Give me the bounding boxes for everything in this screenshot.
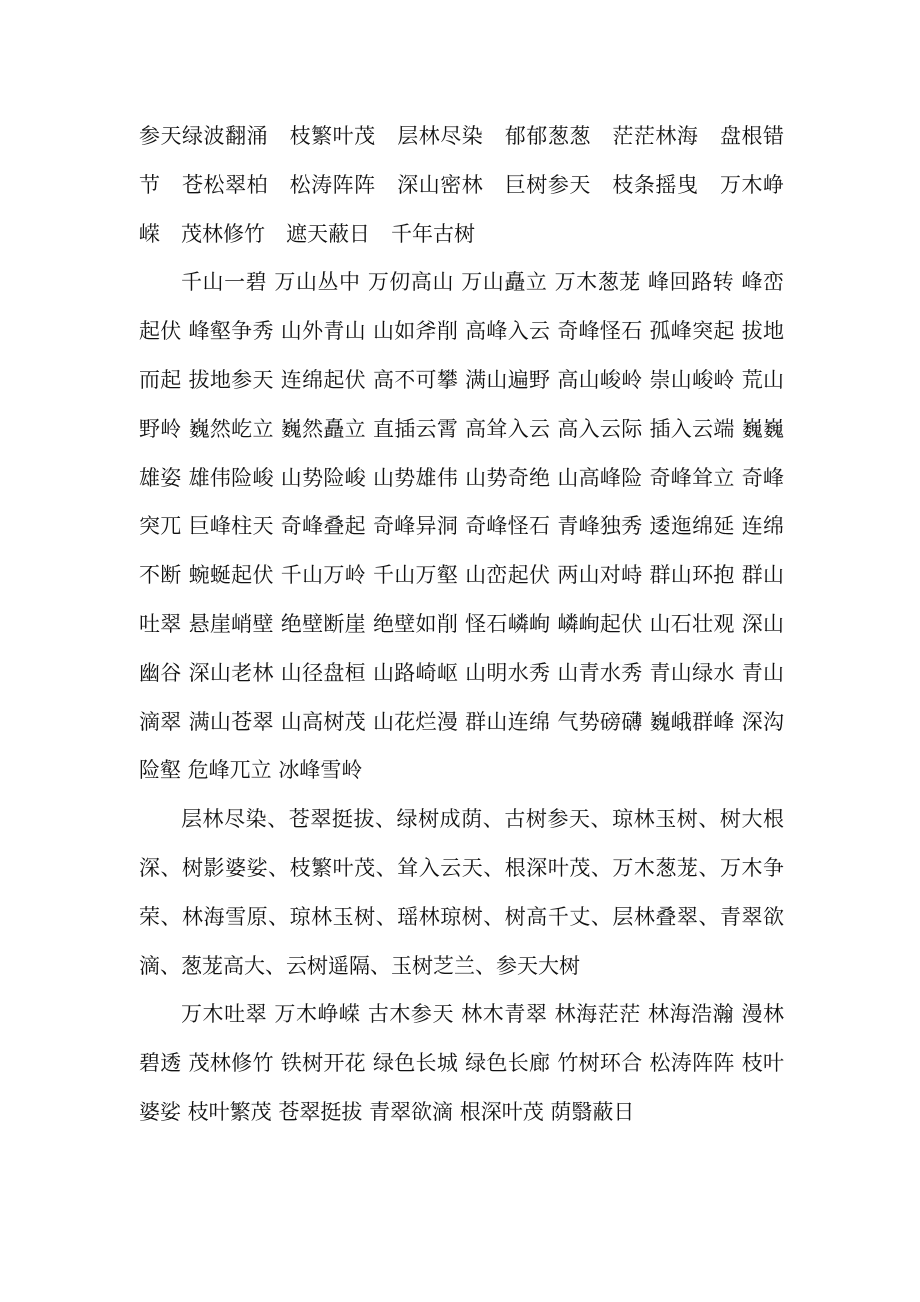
paragraph-woodland-phrases: 万木吐翠 万木峥嵘 古木参天 林木青翠 林海茫茫 林海浩瀚 漫林碧透 茂林修竹 铁树开花 绿色长城 绿色长廊 竹树环合 松涛阵阵 枝叶婆娑 枝叶繁茂 苍翠挺拔 青翠欲滴 根深叶茂 荫翳蔽日 [139,1002,784,1124]
paragraph-mountain-phrases: 千山一碧 万山丛中 万仞高山 万山矗立 万木葱茏 峰回路转 峰峦起伏 峰壑争秀 山外青山 山如斧削 高峰入云 奇峰怪石 孤峰突起 拔地而起 拔地参天 连绵起伏 高不可攀 满山遍野 高山峻岭 崇山峻岭 荒山野岭 巍然屹立 巍然矗立 直插云霄 高耸入云 高入云际 插入云端 巍巍雄姿 雄伟险峻 山势险峻 山势雄伟 山势奇绝 山高峰险 奇峰耸立 奇峰突兀 巨峰柱天 奇峰叠起 奇峰异洞 奇峰怪石 青峰独秀 逶迤绵延 连绵不断 蜿蜒起伏 千山万岭 千山万壑 山峦起伏 两山对峙 群山环抱 群山吐翠 悬崖峭壁 绝壁断崖 绝壁如削 怪石嶙峋 嶙峋起伏 山石壮观 深山幽谷 深山老林 山径盘桓 山路崎岖 山明水秀 山青水秀 青山绿水 青山滴翠 满山苍翠 山高树茂 山花烂漫 群山连绵 气势磅礴 巍峨群峰 深沟险壑 危峰兀立 冰峰雪岭 [139,270,784,783]
document-body [139,112,784,1137]
paragraph-tree-phrases: 层林尽染、苍翠挺拔、绿树成荫、古树参天、琼林玉树、树大根深、树影婆娑、枝繁叶茂、耸入云天、根深叶茂、万木葱茏、万木争荣、林海雪原、琼林玉树、瑶林琼树、树高千丈、层林叠翠、青翠欲滴、葱茏高大、云树遥隔、玉树芝兰、参天大树 [139,807,784,978]
paragraph-forest-phrases: 参天绿波翻涌 枝繁叶茂 层林尽染 郁郁葱葱 茫茫林海 盘根错节 苍松翠柏 松涛阵阵 深山密林 巨树参天 枝条摇曳 万木峥嵘 茂林修竹 遮天蔽日 千年古树 [139,124,784,246]
